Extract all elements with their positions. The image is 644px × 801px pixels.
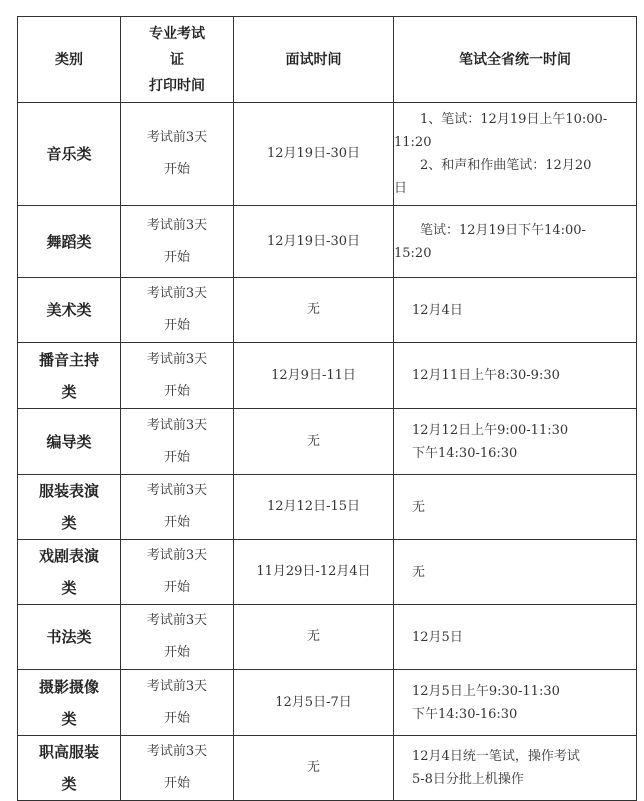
header-print-line: 专业考试 (149, 25, 205, 42)
header-category: 类别 (18, 17, 121, 103)
category-text: 类 (61, 579, 77, 597)
interview-time-cell: 无 (234, 409, 394, 475)
written-time-text: 12月5日 (412, 629, 463, 645)
category-text: 类 (61, 775, 77, 793)
table-row (18, 278, 637, 343)
category-text: 职高服装 (38, 743, 99, 761)
written-time-cell (394, 475, 637, 540)
written-time-text: 笔试：12月19日下午14:00- (420, 222, 586, 238)
category-text: 类 (61, 709, 77, 728)
category-text: 戏剧表演 (38, 547, 99, 565)
category-text: 书法类 (46, 628, 92, 646)
print-time-text: 考试前3天 (146, 744, 208, 759)
category-text: 服装表演 (38, 482, 99, 500)
category-cell (18, 343, 121, 409)
print-time-text: 开始 (163, 710, 190, 726)
written-time-text: 12月4日统一笔试，操作考试 (412, 749, 580, 764)
table-row (18, 670, 637, 736)
category-text: 舞蹈类 (46, 232, 92, 251)
print-time-cell (121, 343, 234, 409)
print-time-text: 开始 (163, 318, 190, 333)
written-time-text: 无 (412, 499, 426, 515)
table-header-row (18, 17, 637, 103)
written-time-cell (394, 409, 637, 475)
written-time-cell (394, 103, 637, 206)
interview-time-cell: 无 (234, 605, 394, 670)
written-time-cell (394, 343, 637, 409)
written-time-text: 无 (412, 564, 426, 580)
print-time-cell (121, 670, 234, 736)
table-row (18, 605, 637, 670)
interview-time-cell: 12月12日-15日 (234, 475, 394, 540)
print-time-text: 考试前3天 (146, 351, 208, 367)
category-cell (18, 540, 121, 605)
header-print-line: 打印时间 (149, 77, 205, 94)
written-time-cell (394, 278, 637, 343)
print-time-text: 考试前3天 (146, 130, 208, 145)
print-time-cell (121, 475, 234, 540)
table-row (18, 206, 637, 278)
interview-time-cell: 无 (234, 736, 394, 801)
written-time-text: 11:20 (394, 135, 432, 150)
interview-time-cell: 12月5日-7日 (234, 670, 394, 736)
header-print-time (121, 17, 234, 103)
written-time-text: 12月12日上午9:00-11:30 (412, 422, 569, 438)
interview-time-cell: 无 (234, 278, 394, 343)
table-row (18, 540, 637, 605)
written-time-text: 15:20 (394, 245, 432, 261)
written-time-text: 日 (394, 181, 408, 196)
category-cell (18, 278, 121, 343)
print-time-cell (121, 206, 234, 278)
print-time-text: 开始 (163, 580, 190, 595)
category-text: 类 (61, 514, 77, 532)
written-time-cell (394, 540, 637, 605)
print-time-text: 开始 (163, 645, 190, 660)
print-time-text: 开始 (163, 515, 190, 530)
category-cell (18, 206, 121, 278)
print-time-text: 开始 (163, 162, 190, 177)
exam-schedule-table (17, 16, 637, 801)
print-time-text: 开始 (163, 249, 190, 265)
category-cell (18, 409, 121, 475)
header-interview-time: 面试时间 (234, 17, 394, 103)
written-time-cell (394, 605, 637, 670)
print-time-text: 考试前3天 (146, 417, 208, 433)
interview-time-cell: 12月9日-11日 (234, 343, 394, 409)
written-time-text: 12月4日 (412, 302, 463, 318)
category-text: 美术类 (46, 301, 92, 319)
category-cell (18, 605, 121, 670)
print-time-text: 考试前3天 (146, 483, 208, 498)
written-time-text: 12月11日上午8:30-9:30 (412, 368, 560, 383)
category-text: 编导类 (46, 432, 92, 451)
written-time-text: 2、和声和作曲笔试：12月20 (420, 158, 592, 173)
print-time-cell (121, 605, 234, 670)
category-text: 类 (61, 382, 77, 401)
print-time-text: 考试前3天 (146, 613, 208, 628)
interview-time-cell: 11月29日-12月4日 (234, 540, 394, 605)
category-text: 音乐类 (46, 145, 92, 163)
category-cell (18, 670, 121, 736)
table-row (18, 475, 637, 540)
print-time-cell (121, 103, 234, 206)
interview-time-cell: 12月19日-30日 (234, 206, 394, 278)
print-time-text: 开始 (163, 776, 190, 791)
header-written-time: 笔试全省统一时间 (394, 17, 637, 103)
written-time-text: 下午14:30-16:30 (412, 445, 518, 461)
written-time-text: 5-8日分批上机操作 (412, 772, 524, 787)
print-time-text: 开始 (163, 383, 190, 399)
interview-time-cell: 12月19日-30日 (234, 103, 394, 206)
print-time-cell (121, 540, 234, 605)
header-print-line: 证 (170, 51, 184, 68)
print-time-text: 考试前3天 (146, 678, 208, 694)
print-time-text: 考试前3天 (146, 217, 208, 233)
category-text: 播音主持 (38, 350, 99, 369)
print-time-text: 开始 (163, 449, 190, 465)
category-text: 摄影摄像 (38, 677, 99, 696)
category-cell (18, 475, 121, 540)
print-time-text: 考试前3天 (146, 286, 208, 301)
table-row (18, 409, 637, 475)
print-time-cell (121, 278, 234, 343)
table-row (18, 103, 637, 206)
written-time-cell (394, 206, 637, 278)
written-time-text: 12月5日上午9:30-11:30 (412, 683, 560, 699)
category-cell (18, 103, 121, 206)
print-time-cell (121, 409, 234, 475)
written-time-text: 下午14:30-16:30 (412, 706, 518, 722)
table-row (18, 343, 637, 409)
print-time-text: 考试前3天 (146, 548, 208, 563)
written-time-cell (394, 670, 637, 736)
written-time-text: 1、笔试：12月19日上午10:00- (420, 112, 608, 127)
